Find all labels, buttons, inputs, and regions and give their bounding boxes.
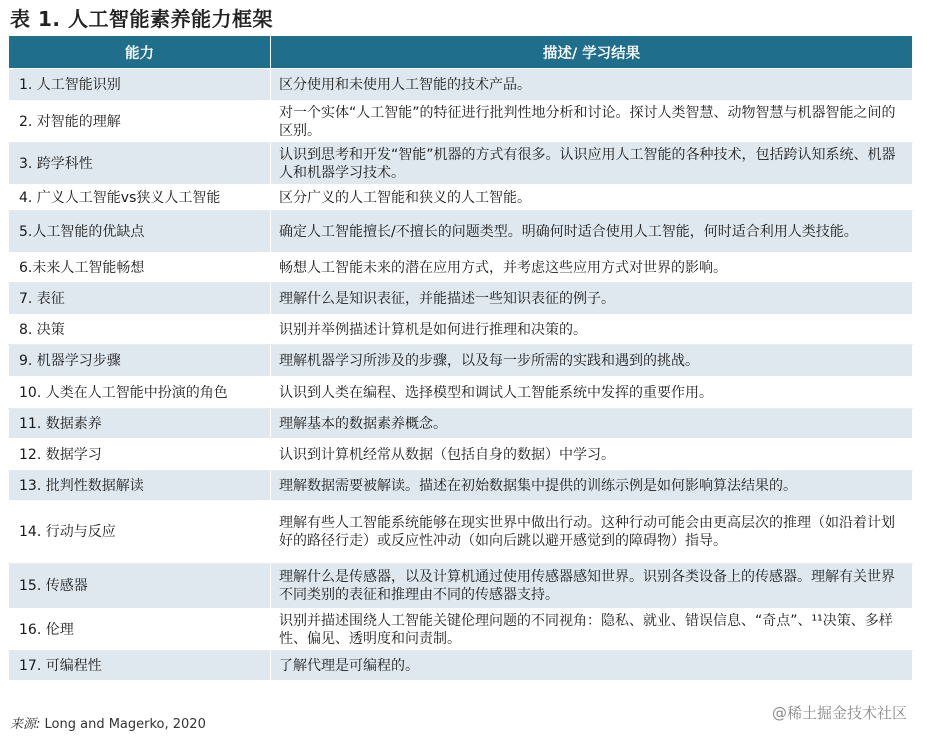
capability-cell: 14. 行动与反应 <box>9 501 271 564</box>
table-header-row <box>9 36 913 69</box>
description-cell: 区分使用和未使用人工智能的技术产品。 <box>271 69 913 101</box>
description-cell: 认识到思考和开发“智能”机器的方式有很多。认识应用人工智能的各种技术，包括跨认知系统、机器人和机器学习技术。 <box>271 143 913 185</box>
table-row <box>9 69 913 101</box>
source-note <box>10 713 206 732</box>
table-row <box>9 101 913 143</box>
capability-cell: 11. 数据素养 <box>9 409 271 439</box>
table-row <box>9 283 913 315</box>
description-cell: 理解机器学习所涉及的步骤，以及每一步所需的实践和遇到的挑战。 <box>271 345 913 377</box>
capability-cell: 3. 跨学科性 <box>9 143 271 185</box>
description-cell: 理解数据需要被解读。描述在初始数据集中提供的训练示例是如何影响算法结果的。 <box>271 471 913 501</box>
table-row <box>9 409 913 439</box>
capability-cell: 2. 对智能的理解 <box>9 101 271 143</box>
capability-cell: 5.人工智能的优缺点 <box>9 211 271 253</box>
table-row <box>9 315 913 345</box>
table-title: 表 1. 人工智能素养能力框架 <box>10 7 273 31</box>
description-cell: 确定人工智能擅长/不擅长的问题类型。明确何时适合使用人工智能，何时适合利用人类技能。 <box>271 211 913 253</box>
table-row <box>9 501 913 564</box>
header-capability: 能力 <box>9 36 271 69</box>
description-cell: 对一个实体“人工智能”的特征进行批判性地分析和讨论。探讨人类智慧、动物智慧与机器智能之间的区别。 <box>271 101 913 143</box>
description-cell: 区分广义的人工智能和狭义的人工智能。 <box>271 185 913 211</box>
table-row <box>9 185 913 211</box>
source-text: Long and Magerko, 2020 <box>40 717 206 732</box>
capability-cell: 16. 伦理 <box>9 609 271 651</box>
description-cell: 识别并描述围绕人工智能关键伦理问题的不同视角：隐私、就业、错误信息、“奇点”、¹¹决策、多样性、偏见、透明度和问责制。 <box>271 609 913 651</box>
source-label: 来源: <box>10 717 41 732</box>
table-row <box>9 143 913 185</box>
capability-cell: 8. 决策 <box>9 315 271 345</box>
description-cell: 识别并举例描述计算机是如何进行推理和决策的。 <box>271 315 913 345</box>
table-row <box>9 211 913 253</box>
capability-cell: 7. 表征 <box>9 283 271 315</box>
description-cell: 理解什么是知识表征，并能描述一些知识表征的例子。 <box>271 283 913 315</box>
capability-cell: 13. 批判性数据解读 <box>9 471 271 501</box>
capability-cell: 9. 机器学习步骤 <box>9 345 271 377</box>
header-description: 描述/ 学习结果 <box>271 36 913 69</box>
table-body <box>9 69 913 681</box>
description-cell: 了解代理是可编程的。 <box>271 651 913 681</box>
competency-table <box>8 35 913 681</box>
description-cell: 认识到人类在编程、选择模型和调试人工智能系统中发挥的重要作用。 <box>271 377 913 409</box>
table-row <box>9 253 913 283</box>
capability-cell: 6.未来人工智能畅想 <box>9 253 271 283</box>
table-row <box>9 471 913 501</box>
capability-cell: 1. 人工智能识别 <box>9 69 271 101</box>
capability-cell: 10. 人类在人工智能中扮演的角色 <box>9 377 271 409</box>
watermark: @稀土掘金技术社区 <box>771 704 907 722</box>
table-row <box>9 564 913 609</box>
table-row <box>9 609 913 651</box>
capability-cell: 15. 传感器 <box>9 564 271 609</box>
description-cell: 认识到计算机经常从数据（包括自身的数据）中学习。 <box>271 439 913 471</box>
description-cell: 理解有些人工智能系统能够在现实世界中做出行动。这种行动可能会由更高层次的推理（如沿着计划好的路径行走）或反应性冲动（如向后跳以避开感觉到的障碍物）指导。 <box>271 501 913 564</box>
description-cell: 理解基本的数据素养概念。 <box>271 409 913 439</box>
capability-cell: 12. 数据学习 <box>9 439 271 471</box>
capability-cell: 4. 广义人工智能vs狭义人工智能 <box>9 185 271 211</box>
description-cell: 理解什么是传感器，以及计算机通过使用传感器感知世界。识别各类设备上的传感器。理解有关世界不同类别的表征和推理由不同的传感器支持。 <box>271 564 913 609</box>
table-row <box>9 651 913 681</box>
table-row <box>9 439 913 471</box>
table-row <box>9 377 913 409</box>
description-cell: 畅想人工智能未来的潜在应用方式，并考虑这些应用方式对世界的影响。 <box>271 253 913 283</box>
table-row <box>9 345 913 377</box>
capability-cell: 17. 可编程性 <box>9 651 271 681</box>
